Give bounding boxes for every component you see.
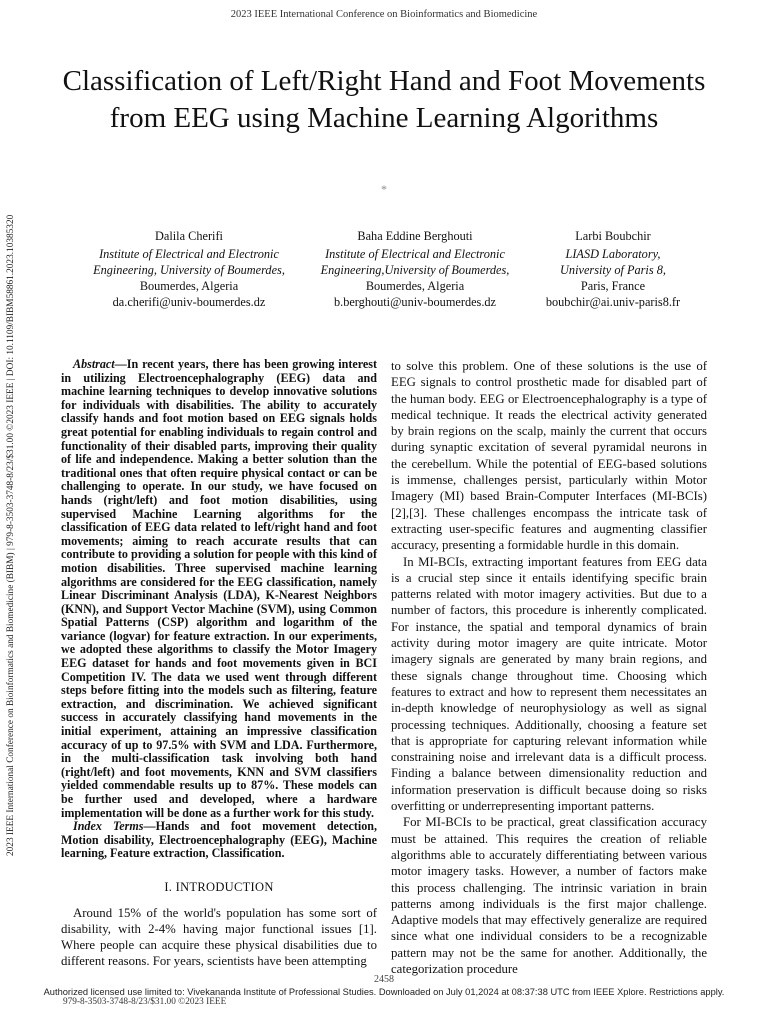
page-number: 2458 xyxy=(374,974,394,985)
author-email[interactable]: b.berghouti@univ-boumerdes.dz xyxy=(333,295,497,309)
body-paragraph: For MI-BCIs to be practical, great classification accuracy must be attained. This requires the creation of reliable algorithms able to accurately differentiating between various motor imagery tasks. However, a number of factors make this process challenging. The intrinsic variation in brain patterns among individuals is the first major challenge. Adaptive models that may effectively generalize are required since what one individual considers to be a recognizable pattern may not be the same for another. Additionally, the categorization procedure xyxy=(391,815,707,976)
abstract xyxy=(61,358,377,820)
abstract-lead: Abstract xyxy=(73,357,115,371)
author-2 xyxy=(300,228,530,310)
author-affiliation: LIASD Laboratory, xyxy=(565,247,661,261)
author-location: Boumerdes, Algeria xyxy=(365,279,465,293)
author-affiliation: Engineering, University of Boumerdes, xyxy=(93,263,285,277)
author-1 xyxy=(64,228,314,310)
author-email[interactable]: da.cherifi@univ-boumerdes.dz xyxy=(112,295,266,309)
author-name: Larbi Boubchir xyxy=(575,229,651,243)
section-heading: I. INTRODUCTION xyxy=(164,879,274,894)
isbn-notice: 979-8-3503-3748-8/23/$31.00 ©2023 IEEE xyxy=(63,997,227,1007)
body-paragraph: In MI-BCIs, extracting important features from EEG data is a crucial step since it entails identifying specific brain patterns related with motor imagery activities. But due to a number of factors, this procedure is inherently complicated. For instance, the spatial and temporal dynamics of brain activity during motor imagery are quite intricate. Motor imagery signals are generated by many brain regions, and these signals change throughout time. Choosing which features to extract and how to represent them necessitates an in-depth knowledge of neurophysiology as well as signal processing techniques. Additionally, choosing a feature set that is appropriate for capturing relevant information while constraining noise and irrelevant data is a difficult process. Finding a balance between dimensionality reduction and information preservation is difficult because doing so risks overfitting or underrepresenting important patterns. xyxy=(391,554,707,814)
author-location: Boumerdes, Algeria xyxy=(139,279,239,293)
paper-title: Classification of Left/Right Hand and Foot Movements from EEG using Machine Learning Algorithms xyxy=(62,65,706,134)
author-affiliation: University of Paris 8, xyxy=(560,263,666,277)
author-name: Baha Eddine Berghouti xyxy=(357,229,473,243)
left-column xyxy=(61,358,377,970)
right-column xyxy=(391,358,707,977)
author-location: Paris, France xyxy=(580,279,646,293)
index-terms xyxy=(61,820,377,861)
abstract-text: —In recent years, there has been growing interest in utilizing Electroencephalography (EEG) data and machine learning techniques to develop innovative solutions for individuals with disabilities. The ability to accurately classify hands and foot motion based on EEG signals holds great potential for enabling individuals to regain control and functionality of their disabled parts, improving their quality of life and independence. Making a better solution than the traditional ones that often require physical contact or can be challenging to operate. In our study, we have focused on hands (right/left) and foot motion disabilities, using supervised Machine Learning algorithms for the classification of EEG data related to left/right hand and foot movements; aiming to reach accurate results that can contribute to providing a solution for people with this kind of motion disabilities. Three supervised machine learning algorithms are considered for the EEG classification, namely Linear Discriminant Analysis (LDA), K-Nearest Neighbors (KNN), and Support Vector Machine (SVM), using Common Spatial Patterns (CSP) algorithm and logarithm of the variance (logvar) for feature extraction. In our experiments, we adopted these algorithms to classify the Motor Imagery EEG dataset for hands and foot movements given in BCI Competition IV. The data we used went through different steps before fitting into the models such as filtering, feature extraction, and discrimination. We achieved significant success in accurately classifying hand movements in the initial experiment, attaining an impressive classification accuracy of up to 97.5% with SVM and LDA. Furthermore, in the multi-classification task involving both hand (right/left) and foot movements, KNN and SVM classifiers yielded commendable results up to 87%. These models can be further used and developed, where a hardware implementation will be done as a further work for this study. xyxy=(61,357,377,820)
side-doi-note: 2023 IEEE International Conference on Bioinformatics and Biomedicine (BIBM) | 979-8-3503-3748-8/23/$31.00 ©2023 IEEE | DOI: 10.1109/BIBM58861.2023.10385320 xyxy=(6,214,16,856)
license-notice: Authorized licensed use limited to: Vivekananda Institute of Professional Studies. Downloaded on July 01,2024 at 08:37:38 UTC from IEEE Xplore. Restrictions apply. xyxy=(43,987,725,997)
author-block xyxy=(0,228,768,318)
author-affiliation: Institute of Electrical and Electronic xyxy=(99,247,279,261)
author-3 xyxy=(518,228,708,310)
author-name: Dalila Cherifi xyxy=(155,229,223,243)
title-footnote-mark: * xyxy=(381,182,387,196)
author-email[interactable]: boubchir@ai.univ-paris8.fr xyxy=(545,295,681,309)
body-paragraph: to solve this problem. One of these solutions is the use of EEG signals to control prosthetic made for disabled part of the human body. EEG or Electroencephalography is a type of medical technique. It reads the electrical activity generated by brain regions on the scalp, mainly the current that occurs during synaptic excitation of several pyramidal neurons in the cerebellum. While the potential of EEG-based solutions is immense, challenges persist, particularly within Motor Imagery (MI) based Brain-Computer Interfaces (MI-BCIs) [2],[3]. These challenges encompass the intricate task of extracting user-specific features and augmenting classifier accuracy, presenting a formidable hurdle in this domain. xyxy=(391,359,707,553)
author-affiliation: Engineering,University of Boumerdes, xyxy=(320,263,510,277)
conference-header: 2023 IEEE International Conference on Bioinformatics and Biomedicine xyxy=(230,9,538,20)
intro-paragraph: Around 15% of the world's population has some sort of disability, with 2-4% having major functional issues [1]. Where people can acquire these physical disabilities due to different reasons. For years, scientists have been attempting xyxy=(61,905,377,969)
index-terms-text: —Hands and foot movement detection, Motion disability, Electroencephalography (EEG), Machine learning, Feature extraction, Classification. xyxy=(61,819,377,861)
index-terms-lead: Index Terms xyxy=(73,819,144,834)
author-affiliation: Institute of Electrical and Electronic xyxy=(325,247,505,261)
